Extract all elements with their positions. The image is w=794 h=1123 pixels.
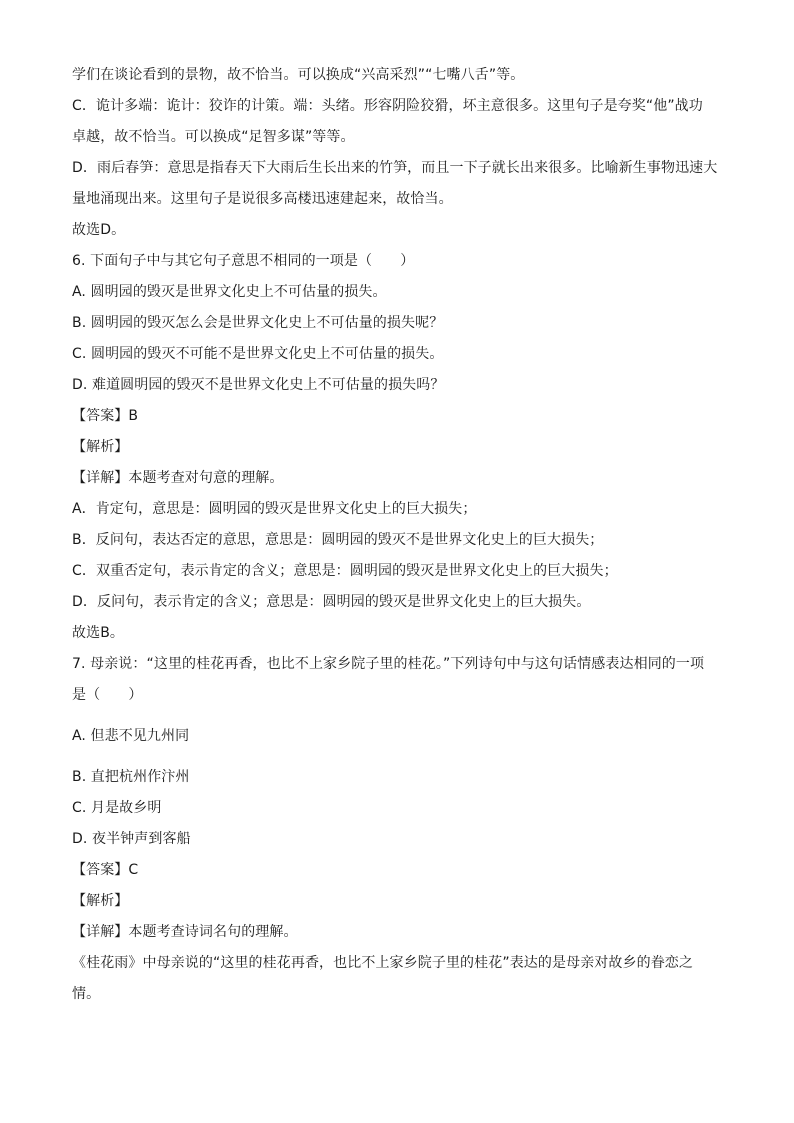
detail-label: 【详解】本题考查诗词名句的理解。	[72, 924, 298, 940]
text-line: 卓越，故不恰当。可以换成“足智多谋”等等。	[72, 129, 355, 145]
text-line: 故选D。	[72, 222, 126, 238]
text-line: A．肯定句，意思是：圆明园的毁灭是世界文化史上的巨大损失；	[72, 501, 477, 517]
text-line: 《桂花雨》中母亲说的“这里的桂花再香，也比不上家乡院子里的桂花”表达的是母亲对故乡的眷恋之	[72, 955, 694, 971]
text-line: 学们在谈论看到的景物，故不恰当。可以换成“兴高采烈”“七嘴八舌”等。	[72, 67, 525, 83]
question-6-option-b: B. 圆明园的毁灭怎么会是世界文化史上不可估量的损失呢？	[72, 315, 444, 331]
question-6-stem: 6. 下面句子中与其它句子意思不相同的一项是（ ）	[72, 253, 415, 269]
question-7-stem: 7. 母亲说：“这里的桂花再香，也比不上家乡院子里的桂花。”下列诗句中与这句话情感表达相同的一项	[72, 656, 705, 672]
document-body	[72, 60, 732, 1010]
question-7-option-a: A. 但悲不见九州同	[72, 728, 190, 744]
analysis-label: 【解析】	[72, 893, 129, 909]
analysis-label: 【解析】	[72, 439, 129, 455]
text-line: 故选B。	[72, 625, 125, 641]
question-7-option-b: B. 直把杭州作汴州	[72, 769, 190, 785]
answer-label: 【答案】B	[72, 408, 139, 424]
detail-label: 【详解】本题考查对句意的理解。	[72, 470, 284, 486]
question-7-stem-cont: 是（ ）	[72, 687, 143, 703]
text-line: D．反问句，表示肯定的含义；意思是：圆明园的毁灭是世界文化史上的巨大损失。	[72, 594, 591, 610]
text-line: B．反问句，表达否定的意思，意思是：圆明园的毁灭不是世界文化史上的巨大损失；	[72, 532, 604, 548]
question-6-option-c: C. 圆明园的毁灭不可能不是世界文化史上不可估量的损失。	[72, 346, 444, 362]
text-line: C．双重否定句，表示肯定的含义；意思是：圆明园的毁灭是世界文化史上的巨大损失；	[72, 563, 618, 579]
question-7-option-d: D. 夜半钟声到客船	[72, 831, 191, 847]
question-7-option-c: C. 月是故乡明	[72, 800, 162, 816]
answer-label: 【答案】C	[72, 862, 139, 878]
text-line: 量地涌现出来。这里句子是说很多高楼迅速建起来，故恰当。	[72, 191, 453, 207]
text-line: D．雨后春笋：意思是指春天下大雨后生长出来的竹笋，而且一下子就长出来很多。比喻新生事物迅速大	[72, 160, 718, 176]
question-6-option-a: A. 圆明园的毁灭是世界文化史上不可估量的损失。	[72, 284, 387, 300]
question-6-option-d: D. 难道圆明园的毁灭不是世界文化史上不可估量的损失吗？	[72, 377, 445, 393]
text-line: 情。	[72, 986, 101, 1002]
text-line: C．诡计多端：诡计：狡诈的计策。端：头绪。形容阴险狡猾，坏主意很多。这里句子是夸奖“他”战功	[72, 98, 703, 114]
